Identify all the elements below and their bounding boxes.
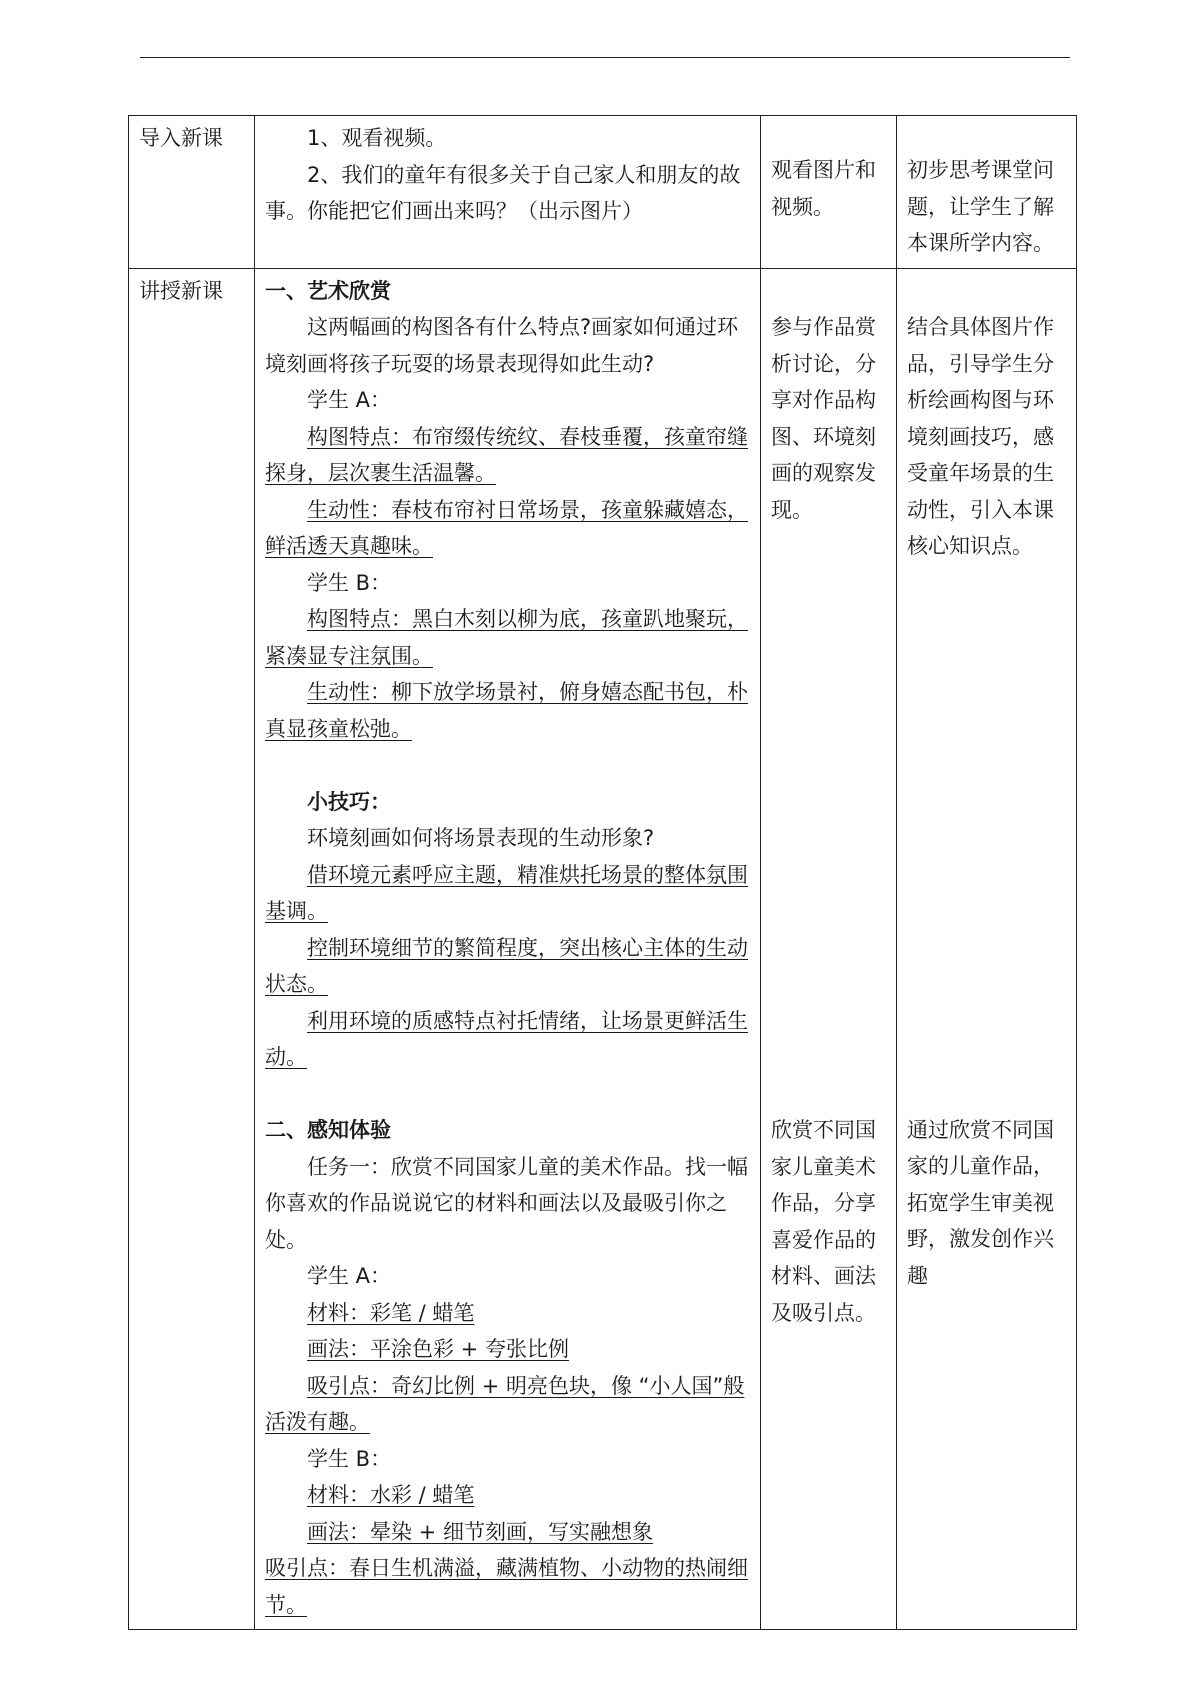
design-intent-cell: 初步思考课堂问题，让学生了解本课所学内容。	[897, 116, 1077, 269]
content-line: 2、我们的童年有很多关于自己家人和朋友的故事。你能把它们画出来吗？（出示图片）	[265, 162, 741, 223]
student-activity-cell: 观看图片和视频。	[761, 116, 897, 269]
answer-text: 材料：水彩 / 蜡笔	[307, 1483, 475, 1507]
student-label: 学生 B：	[307, 570, 392, 595]
lesson-plan-table	[128, 115, 1077, 1630]
student-activity-text: 参与作品赏析讨论，分享对作品构图、环境刻画的观察发现。	[771, 315, 876, 522]
student-label: 学生 A：	[307, 1264, 392, 1288]
answer-text: 画法：晕染 + 细节刻画，写实融想象	[307, 1519, 653, 1544]
student-label: 学生 A：	[307, 388, 392, 412]
table-row	[129, 268, 1077, 1630]
answer-text: 构图特点：黑白木刻以柳为底，孩童趴地聚玩，紧凑显专注氛围。	[265, 607, 748, 668]
stage-cell: 讲授新课	[129, 268, 255, 1630]
content-cell	[255, 268, 761, 1630]
section-title: 一、艺术欣赏	[265, 278, 391, 303]
section-title: 二、感知体验	[265, 1118, 391, 1142]
answer-text: 生动性：柳下放学场景衬，俯身嬉态配书包，朴真显孩童松弛。	[265, 680, 748, 741]
table-row	[129, 116, 1077, 269]
answer-text: 吸引点：春日生机满溢，藏满植物、小动物的热闹细节。	[265, 1556, 748, 1617]
student-activity-cell	[761, 268, 897, 1630]
tip-text: 利用环境的质感特点衬托情绪，让场景更鲜活生动。	[265, 1008, 748, 1069]
header-rule	[140, 57, 1070, 58]
task-text: 任务一：欣赏不同国家儿童的美术作品。找一幅你喜欢的作品说说它的材料和画法以及最吸引你之处。	[265, 1154, 748, 1252]
question-text: 这两幅画的构图各有什么特点?画家如何通过环境刻画将孩子玩耍的场景表现得如此生动?	[265, 315, 739, 376]
student-activity-text: 欣赏不同国家儿童美术作品，分享喜爱作品的材料、画法及吸引点。	[771, 1118, 876, 1325]
stage-cell: 导入新课	[129, 116, 255, 269]
tip-title: 小技巧：	[307, 789, 391, 814]
design-intent-cell	[897, 268, 1077, 1630]
tip-text: 控制环境细节的繁简程度，突出核心主体的生动状态。	[265, 935, 748, 996]
student-label: 学生 B：	[307, 1446, 392, 1471]
answer-text: 材料：彩笔 / 蜡笔	[307, 1300, 475, 1325]
content-line: 1、观看视频。	[307, 126, 447, 150]
answer-text: 构图特点：布帘缀传统纹、春枝垂覆，孩童帘缝探身，层次裹生活温馨。	[265, 424, 748, 485]
tip-text: 借环境元素呼应主题，精准烘托场景的整体氛围基调。	[265, 862, 748, 923]
answer-text: 生动性：春枝布帘衬日常场景，孩童躲藏嬉态，鲜活透天真趣味。	[265, 497, 748, 558]
design-intent-text: 结合具体图片作品，引导学生分析绘画构图与环境刻画技巧，感受童年场景的生动性，引入本课核心知识点。	[907, 315, 1054, 558]
content-cell	[255, 116, 761, 269]
tip-question: 环境刻画如何将场景表现的生动形象?	[307, 826, 655, 850]
answer-text: 吸引点：奇幻比例 + 明亮色块，像 “小人国”般活泼有趣。	[265, 1373, 745, 1434]
answer-text: 画法：平涂色彩 + 夸张比例	[307, 1337, 569, 1361]
design-intent-text: 通过欣赏不同国家的儿童作品，拓宽学生审美视野，激发创作兴趣	[907, 1117, 1054, 1288]
